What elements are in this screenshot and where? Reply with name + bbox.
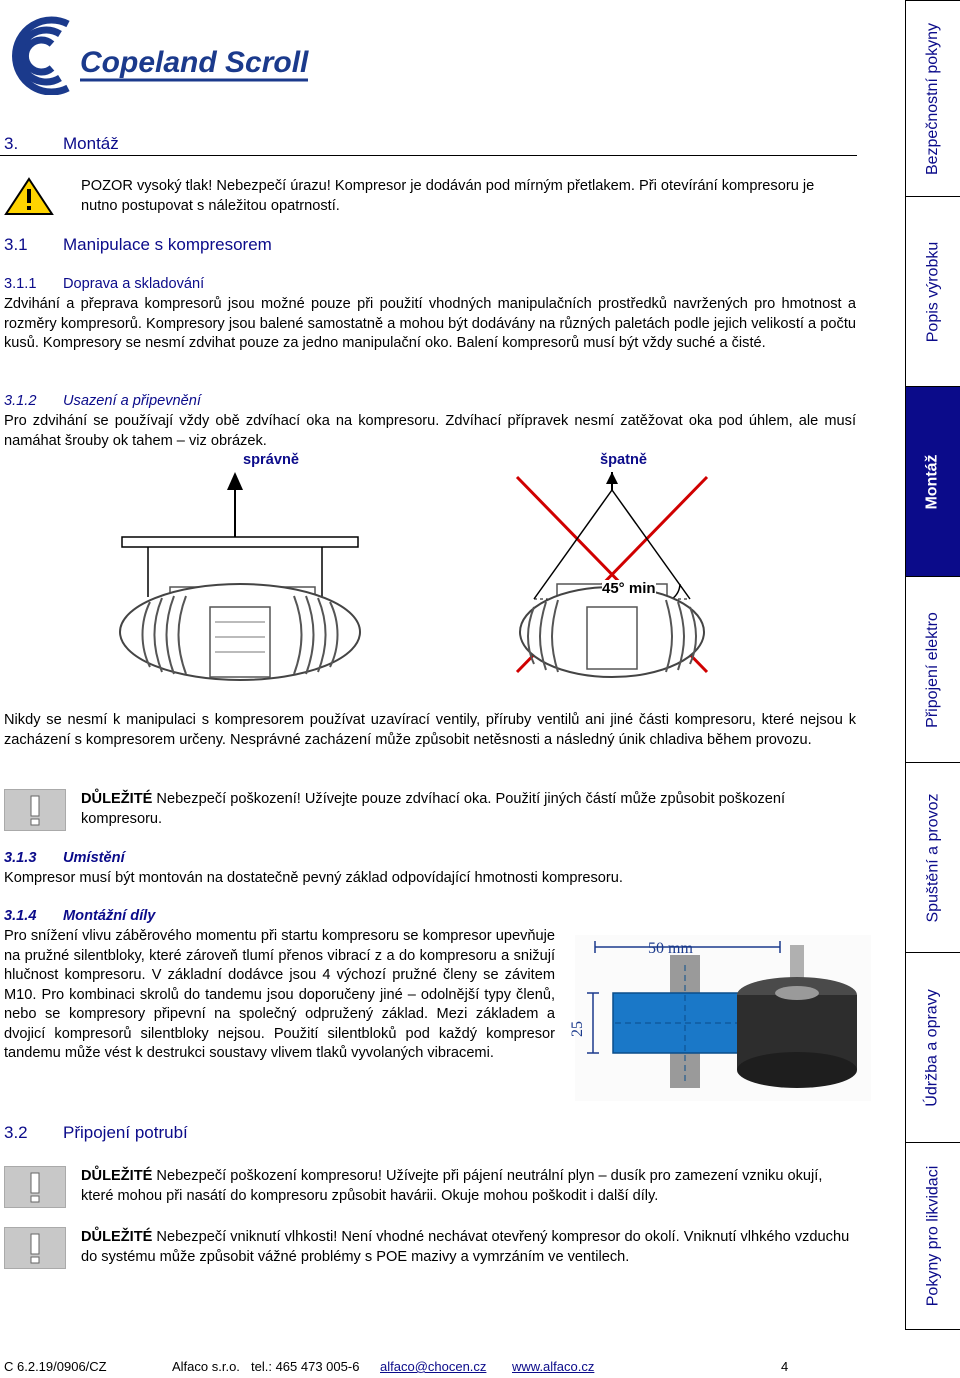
- s313-text: Kompresor musí být montován na dostatečně pevný základ odpovídající hmotnosti kompresoru.: [4, 870, 623, 886]
- important-icon: [4, 789, 66, 831]
- warning-text: POZOR vysoký tlak! Nebezpečí úrazu! Kompresor je dodáván pod mírným přetlakem. Při otevírání kompresoru je nutno postupovat s náležitou opatrností.: [81, 178, 815, 214]
- warning-icon: [4, 176, 54, 221]
- s311-text: Zdvihání a přeprava kompresorů jsou možné pouze při použití vhodných manipulačních prostředků navržených pro hmotnost a rozměry kompresorů. Kompresory jsou balené samostatně a mohou být dodávány na různých paletách podle jejich velikostí a počtu kusů. Kompresory se nesmí zdvihat pouze za jedno manipulační oko. Balení kompresorů musí být vždy suché a čisté.: [4, 296, 856, 351]
- s32-title: Připojení potrubí: [63, 1123, 188, 1142]
- angle-label: 45° min: [602, 580, 656, 597]
- s311-title: Doprava a skladování: [63, 276, 205, 292]
- silentblock-image: [575, 935, 871, 1101]
- important-icon: [4, 1166, 66, 1208]
- dim-width-label: 50 mm: [648, 940, 693, 957]
- s31-number: 3.1: [4, 235, 28, 254]
- s314-text: Pro snížení vlivu záběrového momentu při startu kompresoru se kompresor upevňuje na pružné silentbloky, které zároveň tlumí přenos vibrací z a do kompresoru a snižují hlučnost kompresoru. V základní dodávce jsou 4 výchozí pružné členy se závitem M10. Pro kombinaci skrolů do tandemu jsou doporučeny jiné – odolnější typy členů, nebo se kompresory připevní na společný odpružený základ. Mezi základem a dvojicí kompresorů silentbloky nejsou. Použití silentbloků pod každý kompresor tandemu může vést k destrukci soustavy vlivem tlaků vyvolaných vibracemi.: [4, 928, 555, 1061]
- footer-code: C 6.2.19/0906/CZ: [4, 1359, 107, 1374]
- page-number: 4: [781, 1359, 789, 1374]
- important1-text: DŮLEŽITÉ Nebezpečí poškození! Užívejte pouze zdvíhací oka. Použití jiných částí může způsobit poškození kompresoru.: [81, 791, 786, 827]
- tab-udrzba-a-opravy[interactable]: Údržba a opravy: [905, 952, 960, 1144]
- tab-spusteni-a-provoz[interactable]: Spuštění a provoz: [905, 762, 960, 954]
- tab-montaz[interactable]: Montáž: [905, 386, 960, 578]
- s313-number: 3.1.3: [4, 850, 37, 866]
- s314-number: 3.1.4: [4, 908, 37, 924]
- tab-pokyny-pro-likvidaci[interactable]: Pokyny pro likvidaci: [905, 1142, 960, 1330]
- correct-lifting-drawing: [100, 472, 390, 702]
- s32-number: 3.2: [4, 1123, 28, 1142]
- section-number: 3.: [4, 134, 19, 153]
- important3-text: DŮLEŽITÉ Nebezpečí vniknutí vlhkosti! Není vhodné nechávat otevřený kompresor do okolí. Vniknutí vlhkého vzduchu do systému může způsobit vážné problémy s POE mazivy a vymrzáním ve ventilech.: [81, 1229, 850, 1265]
- copeland-scroll-logo: [8, 10, 313, 95]
- tab-pripojeni-elektro[interactable]: Připojení elektro: [905, 576, 960, 764]
- footer-email[interactable]: alfaco@chocen.cz: [380, 1359, 487, 1374]
- s31-title: Manipulace s kompresorem: [63, 235, 272, 254]
- dim-height-label: 25: [569, 1021, 586, 1037]
- handling-text: Nikdy se nesmí k manipulaci s kompresorem používat uzavírací ventily, příruby ventilů ani jiné části kompresoru, které nejsou k zacházení s kompresorem určeny. Nesprávné zacházení může způsobit netěsnosti a následný únik chladiva během provozu.: [4, 712, 856, 748]
- section-rule: [0, 155, 857, 156]
- important-icon: [4, 1227, 66, 1269]
- s314-title: Montážní díly: [63, 908, 156, 924]
- s313-title: Umístění: [63, 850, 125, 866]
- tab-popis-vyrobku[interactable]: Popis výrobku: [905, 196, 960, 388]
- footer-tel: tel.: 465 473 005-6: [251, 1359, 360, 1374]
- footer-company: Alfaco s.r.o.: [172, 1359, 240, 1374]
- s311-number: 3.1.1: [4, 276, 37, 292]
- svg-text:Copeland Scroll: Copeland Scroll: [80, 46, 309, 79]
- section-title: Montáž: [63, 134, 119, 153]
- figure-wrong-label: špatně: [600, 452, 648, 468]
- s312-text: Pro zdvihání se používají vždy obě zdvíhací oka na kompresoru. Zdvíhací přípravek nesmí zatěžovat oka pod úhlem, ale musí namáhat šrouby ok tahem – viz obrázek.: [4, 413, 856, 449]
- figure-correct-label: správně: [243, 452, 299, 468]
- footer-web[interactable]: www.alfaco.cz: [512, 1359, 595, 1374]
- tab-bezpecnostni-pokyny[interactable]: Bezpečnostní pokyny: [905, 0, 960, 198]
- important2-text: DŮLEŽITÉ Nebezpečí poškození kompresoru! Užívejte při pájení neutrální plyn – dusík pro zamezení vzniku okují, které mohou při nasátí do kompresoru způsobit havárii. Okuje mohou poškodit i další díly.: [81, 1168, 823, 1204]
- s312-number: 3.1.2: [4, 393, 37, 409]
- s312-title: Usazení a připevnění: [63, 393, 201, 409]
